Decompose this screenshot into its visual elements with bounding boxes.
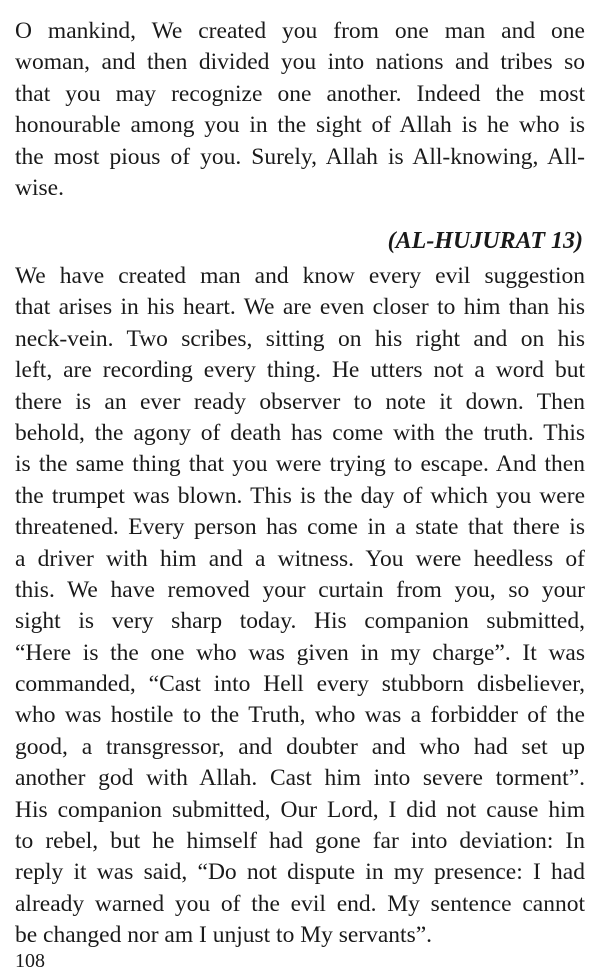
text-line: commanded, “Cast into Hell every stubborn disbeliever, xyxy=(15,671,585,698)
text-line: be changed nor am I unjust to My servants”. xyxy=(15,922,433,949)
paragraph-body xyxy=(15,261,585,952)
text-line: woman, and then divided you into nations and tribes so xyxy=(15,49,585,76)
text-line: We have created man and know every evil suggestion xyxy=(15,263,585,289)
text-line: the trumpet was blown. This is the day of which you were xyxy=(15,482,585,509)
text-line: to rebel, but he himself had gone far into deviation: In xyxy=(15,828,585,855)
text-line: the most pious of you. Surely, Allah is All-knowing, All- xyxy=(15,143,585,170)
text-line: good, a transgressor, and doubter and who had set up xyxy=(15,733,585,760)
text-line: sight is very sharp today. His companion submitted, xyxy=(15,608,585,635)
text-line: this. We have removed your curtain from you, so your xyxy=(15,576,585,603)
text-line: left, are recording every thing. He utters not a word but xyxy=(15,357,585,384)
text-line: His companion submitted, Our Lord, I did not cause him xyxy=(15,796,585,823)
text-line: another god with Allah. Cast him into severe torment”. xyxy=(15,765,585,792)
text-line: there is an ever ready observer to note it down. Then xyxy=(15,388,585,415)
page-number: 108 xyxy=(15,950,45,972)
text-line: O mankind, We created you from one man and one xyxy=(15,18,585,44)
text-line: who was hostile to the Truth, who was a forbidder of the xyxy=(15,702,585,729)
paragraph-quran-verse xyxy=(15,16,585,204)
verse-reference: (AL-HUJURAT 13) xyxy=(387,228,583,254)
text-line: neck-vein. Two scribes, sitting on his right and on his xyxy=(15,325,585,352)
text-line: that arises in his heart. We are even closer to him than his xyxy=(15,294,585,321)
text-line: behold, the agony of death has come with the truth. This xyxy=(15,419,585,446)
text-line: wise. xyxy=(15,174,64,201)
text-line: honourable among you in the sight of Allah is he who is xyxy=(15,112,585,139)
text-line: a driver with him and a witness. You were heedless of xyxy=(15,545,585,572)
text-line: that you may recognize one another. Indeed the most xyxy=(15,80,585,107)
text-line: already warned you of the evil end. My sentence cannot xyxy=(15,890,585,917)
text-line: “Here is the one who was given in my charge”. It was xyxy=(15,639,585,666)
text-line: reply it was said, “Do not dispute in my presence: I had xyxy=(15,859,585,886)
text-line: is the same thing that you were trying to escape. And then xyxy=(15,451,585,478)
text-line: threatened. Every person has come in a state that there is xyxy=(15,514,585,541)
